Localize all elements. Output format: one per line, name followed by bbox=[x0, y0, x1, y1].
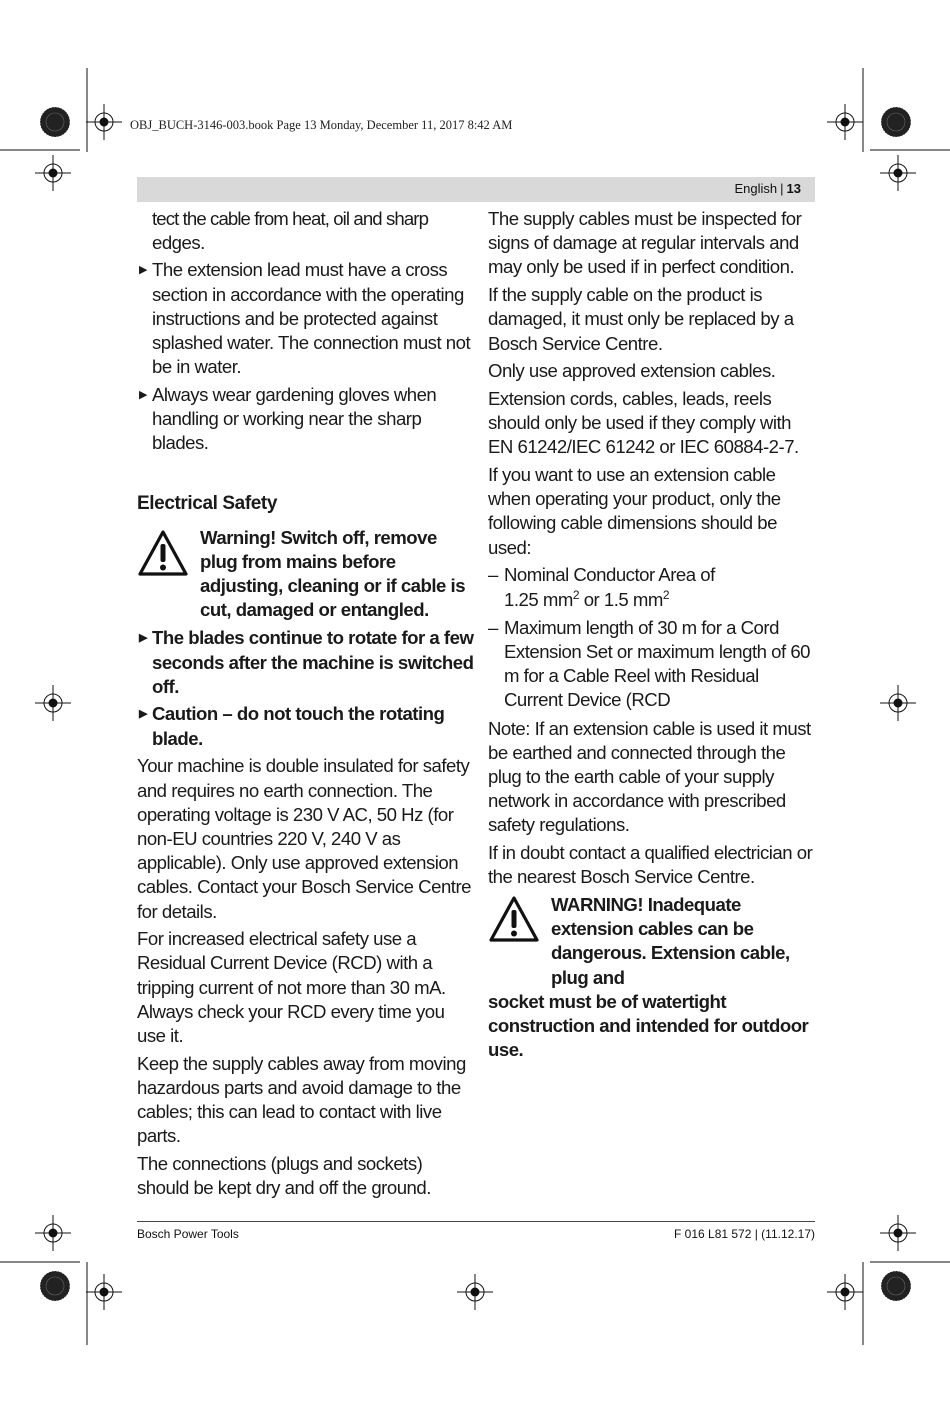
paragraph-connections: The connections (plugs and sockets) should be kept dry and off the ground. bbox=[137, 1153, 431, 1199]
warning-triangle-icon bbox=[488, 895, 540, 943]
superscript: 2 bbox=[662, 587, 670, 602]
paragraph-inspect: The supply cables must be inspected for signs of damage at regular intervals and may only be used if in perfect condition. bbox=[488, 208, 802, 278]
left-column bbox=[137, 207, 477, 1204]
paragraph-rcd: For increased electrical safety use a Residual Current Device (RCD) with a tripping current of not more than 30 mA. Always check your RCD every time you use it. bbox=[137, 928, 446, 1047]
crosshair-mark-bottom-center bbox=[457, 1274, 493, 1310]
crosshair-mark-left-upper bbox=[35, 155, 71, 191]
crosshair-mark-top-left bbox=[86, 104, 122, 140]
bullet-text: The blades continue to rotate for a few seconds after the machine is switched off. bbox=[152, 627, 474, 697]
starburst-mark-top-right bbox=[881, 107, 911, 137]
bullet-text: Always wear gardening gloves when handling or working near the sharp blades. bbox=[152, 383, 437, 454]
crosshair-mark-bottom-left bbox=[86, 1274, 122, 1310]
header-separator: | bbox=[780, 181, 784, 196]
bullet-arrow-icon: ▶ bbox=[139, 632, 147, 645]
starburst-mark-bottom-right bbox=[881, 1271, 911, 1301]
print-info: OBJ_BUCH-3146-003.book Page 13 Monday, December 11, 2017 8:42 AM bbox=[130, 118, 513, 132]
continued-text bbox=[137, 207, 477, 255]
crosshair-mark-bottom-right bbox=[827, 1274, 863, 1310]
bullet-caution bbox=[137, 702, 477, 750]
list-item-values bbox=[504, 588, 818, 612]
right-column bbox=[488, 207, 818, 1062]
crosshair-mark-right-middle bbox=[880, 685, 916, 721]
continued-line-2: edges. bbox=[152, 232, 205, 254]
bullet-text: Caution – do not touch the rotating blade. bbox=[152, 703, 445, 749]
footer-rule bbox=[137, 1221, 815, 1222]
paragraph-standards: Extension cords, cables, leads, reels should only be used if they comply with EN 61242/IEC 61242 or IEC 60884-2-7. bbox=[488, 387, 799, 458]
paragraph-double-insulated: Your machine is double insulated for safety and requires no earth connection. The operating voltage is 230 V AC, 50 Hz (for non-EU countries 220 V, 240 V as applicable). Only use approved extension cables. Contact your Bosch Service Centre for details. bbox=[137, 755, 471, 922]
header-text bbox=[735, 181, 802, 196]
crosshair-mark-left-lower bbox=[35, 1215, 71, 1251]
crosshair-mark-left-middle bbox=[35, 685, 71, 721]
crosshair-mark-right-upper bbox=[880, 155, 916, 191]
crosshair-mark-right-lower bbox=[880, 1215, 916, 1251]
header-language: English bbox=[734, 181, 778, 196]
warning-block bbox=[137, 526, 477, 623]
footer-doc-code: F 016 L81 572 | (11.12.17) bbox=[674, 1227, 815, 1241]
superscript: 2 bbox=[572, 587, 580, 602]
warning-text: WARNING! Inadequate extension cables can be dangerous. Extension cable, plug and bbox=[551, 893, 790, 988]
bullet-arrow-icon: ▶ bbox=[139, 388, 147, 401]
crosshair-mark-top-right bbox=[827, 104, 863, 140]
starburst-mark-top-left bbox=[40, 107, 70, 137]
paragraph-note: Note: If an extension cable is used it must be earthed and connected through the plug to the earth cable of your supply network in accordance with prescribed safety regulations. bbox=[488, 717, 811, 836]
bullet-blades-rotate bbox=[137, 626, 477, 699]
bullet-gloves bbox=[137, 383, 477, 456]
list-item-conductor bbox=[488, 563, 818, 611]
footer-brand: Bosch Power Tools bbox=[137, 1227, 239, 1241]
page-header bbox=[137, 177, 815, 202]
list-item-length bbox=[488, 616, 818, 713]
list-item-text: Maximum length of 30 m for a Cord Extension Set or maximum length of 60 m for a Cable Reel with Residual Current Device (RCD bbox=[504, 616, 811, 711]
warning-block-extension bbox=[488, 893, 818, 1062]
value-text: or 1.5 mm bbox=[579, 588, 663, 610]
warning-triangle-icon bbox=[137, 529, 189, 577]
paragraph-replace: If the supply cable on the product is damaged, it must only be replaced by a Bosch Service Centre. bbox=[488, 284, 794, 354]
paragraph-supply-cables: Keep the supply cables away from moving hazardous parts and avoid damage to the cables; this can lead to contact with live parts. bbox=[137, 1052, 466, 1147]
dash-marker: – bbox=[488, 564, 498, 586]
value-text: 1.25 mm bbox=[504, 588, 573, 610]
list-item-text: Nominal Conductor Area of bbox=[504, 564, 715, 586]
warning-text: Warning! Switch off, remove plug from mains before adjusting, cleaning or if cable is cut, damaged or entangled. bbox=[200, 526, 466, 621]
paragraph-dimensions: If you want to use an extension cable when operating your product, only the following cable dimensions should be used: bbox=[488, 464, 781, 558]
paragraph-doubt: If in doubt contact a qualified electrician or the nearest Bosch Service Centre. bbox=[488, 842, 813, 888]
warning-text-continued: socket must be of watertight construction and intended for outdoor use. bbox=[488, 990, 809, 1061]
bullet-extension-lead bbox=[137, 258, 477, 379]
dash-marker: – bbox=[488, 616, 498, 638]
page-number: 13 bbox=[786, 181, 801, 196]
bullet-text: The extension lead must have a cross section in accordance with the operating instructions and be protected against splashed water. The connection must not be in water. bbox=[152, 259, 471, 378]
starburst-mark-bottom-left bbox=[40, 1271, 70, 1301]
bullet-arrow-icon: ▶ bbox=[139, 708, 147, 721]
continued-line-1: tect the cable from heat, oil and sharp bbox=[152, 208, 429, 229]
paragraph-approved: Only use approved extension cables. bbox=[488, 360, 776, 382]
bullet-arrow-icon: ▶ bbox=[139, 264, 147, 277]
section-heading: Electrical Safety bbox=[137, 492, 278, 514]
